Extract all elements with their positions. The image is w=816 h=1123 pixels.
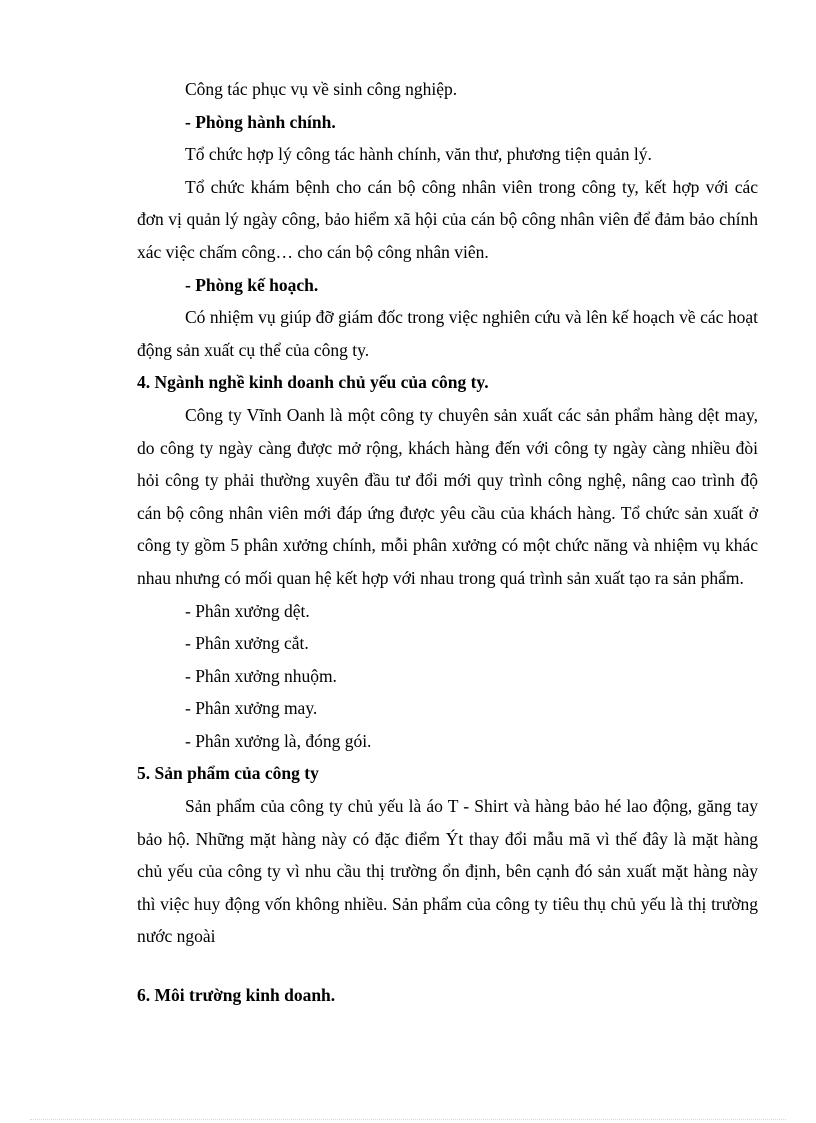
spacer: [137, 953, 758, 979]
paragraph-administration-duties: Tổ chức hợp lý công tác hành chính, văn thư, phương tiện quản lý.: [185, 144, 652, 165]
list-item-cutting: - Phân xưởng cắt.: [185, 633, 309, 654]
heading-administration-office: - Phòng hành chính.: [185, 111, 336, 132]
paragraph-business-lines: Công ty Vĩnh Oanh là một công ty chuyên sản xuất các sản phẩm hàng dệt may, do công ty ngày càng được mở rộng, khách hàng đến với công ty ngày càng nhiều đòi hỏi công ty phải thường xuyên đầu tư đổi mới quy trình công nghệ, nâng cao trình độ cán bộ công nhân viên mới đáp ứng được yêu cầu của khách hàng. Tổ chức sản xuất ở công ty gồm 5 phân xưởng chính, mỗi phân xưởng có một chức năng và nhiệm vụ khác nhau nhưng có mối quan hệ kết hợp với nhau trong quá trình sản xuất tạo ra sản phẩm.: [137, 404, 758, 588]
page-bottom-divider: [30, 1119, 786, 1120]
section-heading-4: 4. Ngành nghề kinh doanh chủ yếu của công ty.: [137, 372, 489, 393]
list-item-weaving: - Phân xưởng dệt.: [185, 600, 310, 621]
section-heading-5: 5. Sản phẩm của công ty: [137, 763, 319, 784]
list-item-dyeing: - Phân xưởng nhuộm.: [185, 665, 337, 686]
list-item-ironing-packing: - Phân xưởng là, đóng gói.: [185, 730, 372, 751]
document-body: [137, 73, 758, 1012]
section-heading-6: 6. Môi trường kinh doanh.: [137, 985, 336, 1006]
paragraph-planning-duties: Có nhiệm vụ giúp đỡ giám đốc trong việc nghiên cứu và lên kế hoạch về các hoạt động sản xuất cụ thể của công ty.: [137, 307, 758, 360]
list-item-sewing: - Phân xưởng may.: [185, 698, 318, 719]
paragraph-health-checks: Tổ chức khám bệnh cho cán bộ công nhân viên trong công ty, kết hợp với các đơn vị quản lý ngày công, bảo hiểm xã hội của cán bộ công nhân viên để đảm bảo chính xác việc chấm công… cho cán bộ công nhân viên.: [137, 176, 758, 262]
heading-planning-office: - Phòng kế hoạch.: [185, 274, 319, 295]
paragraph-products: Sản phẩm của công ty chủ yếu là áo T - Shirt và hàng bảo hé lao động, găng tay bảo hộ. Những mặt hàng này có đặc điểm Ýt thay đổi mẫu mã vì thế đây là mặt hàng chủ yếu của công ty vì nhu cầu thị trường ổn định, bên cạnh đó sản xuất mặt hàng này thì việc huy động vốn không nhiều. Sản phẩm của công ty tiêu thụ chủ yếu là thị trường nước ngoài: [137, 796, 758, 947]
paragraph-sanitation: Công tác phục vụ về sinh công nghiệp.: [185, 79, 458, 99]
